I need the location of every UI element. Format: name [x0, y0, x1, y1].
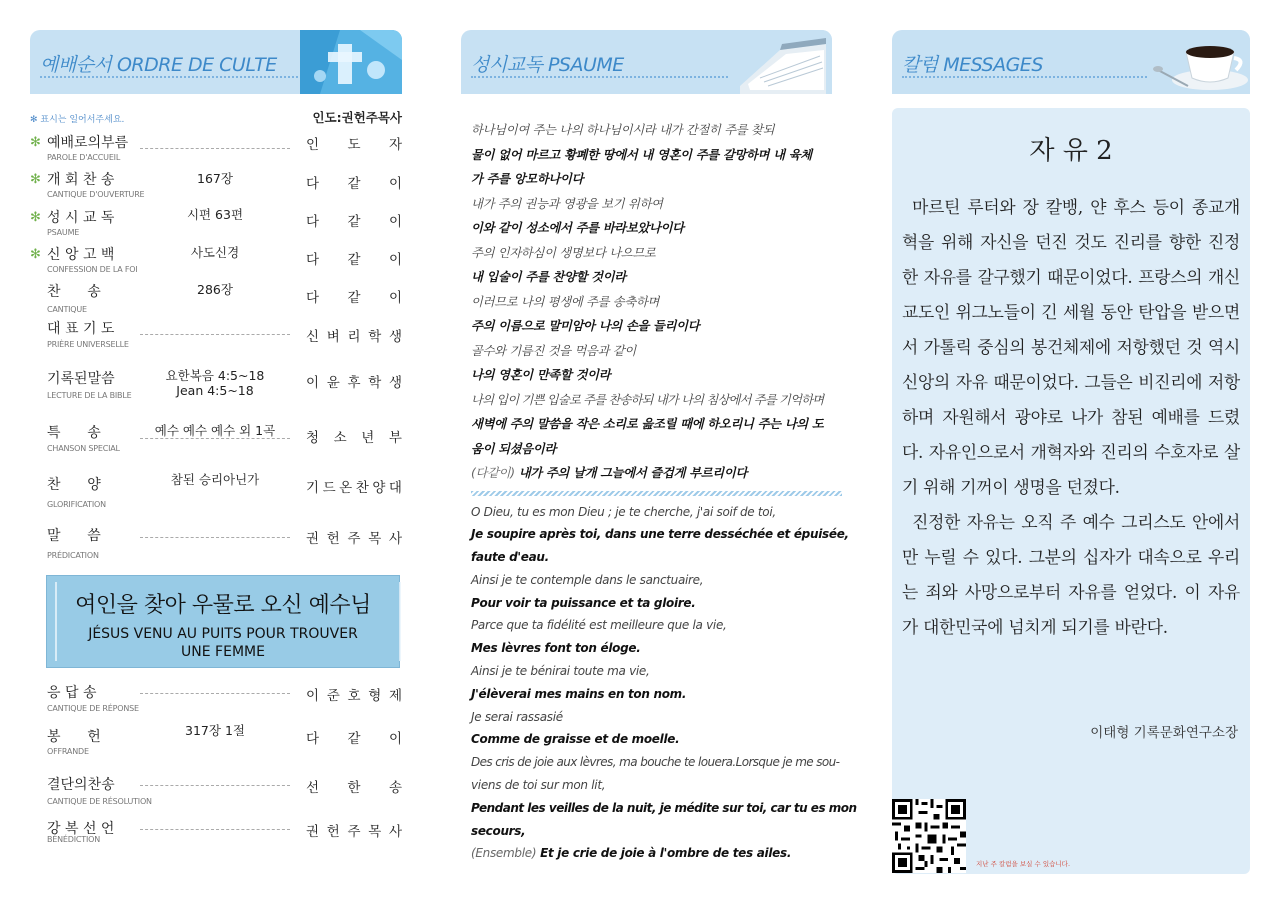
psalm-fr-line: Comme de graisse et de moelle. [471, 732, 680, 747]
psalm-header-title: 성시교독 PSAUME [471, 54, 624, 76]
qr-note: 지난 주 칼럼을 보실 수 있습니다. [976, 860, 1071, 868]
psalm-ko-line: 나의 입이 기쁜 입술로 주를 찬송하되 내가 나의 침상에서 주를 기억하며 [471, 392, 824, 407]
order-item-hymn: 찬 송 CANTIQUE 286장 다 같 이 [47, 282, 402, 314]
order-item-resolution-hymn: 결단의찬송 CANTIQUE DE RÉSOLUTION 선 한 송 [47, 777, 402, 806]
psalm-fr-line: J'élèverai mes mains en ton nom. [471, 686, 687, 701]
column-box [892, 108, 1250, 874]
worship-leader: 인도:권헌주목사 [312, 110, 402, 125]
order-item-benediction: 강 복 선 언 BÉNÉDICTION 권 헌 주 목 사 [47, 821, 402, 844]
psalm-fr-line: Pendant les veilles de la nuit, je médite sur toi, car tu es mon [471, 800, 857, 815]
order-item-special-song: 특 송 CHANSON SPECIAL 예수 예수 예수 외 1곡 청 소 년 부 [47, 423, 402, 453]
header-dotted-line [471, 76, 740, 78]
psalm-divider [471, 491, 842, 496]
psalm-fr-line: Je serai rassasié [471, 709, 563, 724]
stand-star-icon: ✻ [30, 172, 41, 187]
psalm-ko-line: 하나님이여 주는 나의 하나님이시라 내가 간절히 주를 찾되 [471, 123, 775, 137]
order-header [30, 30, 402, 94]
psalm-ko-line: 물이 없어 마르고 황폐한 땅에서 내 영혼이 주를 갈망하며 내 육체 [471, 147, 812, 162]
psalm-ko-line: 움이 되셨음이라 [471, 441, 557, 456]
sermon-title-korean: 여인을 찾아 우물로 오신 예수님 [75, 593, 371, 618]
psalm-fr-line: Parce que ta fidélité est meilleure que la vie, [471, 618, 727, 633]
psalm-fr-line: Ainsi je te bénirai toute ma vie, [471, 664, 650, 679]
psalm-ko-line: 가 주를 앙모하나이다 [471, 172, 584, 186]
psalm-fr-line: viens de toi sur mon lit, [471, 778, 606, 793]
psalm-fr-final: (Ensemble) Et je crie de joie à l'ombre de tes ailes. [471, 846, 792, 861]
psalm-fr-line: Des cris de joie aux lèvres, ma bouche te louera.Lorsque je me sou- [471, 755, 840, 770]
coffee-cup-icon [1148, 30, 1250, 94]
header-dotted-line [40, 76, 310, 78]
messages-header [892, 30, 1250, 94]
psalm-ko-line: 내가 주의 권능과 영광을 보기 위하여 [471, 196, 663, 211]
column-body [902, 190, 1240, 645]
psalm-ko-line: 주의 인자하심이 생명보다 나으므로 [471, 245, 656, 260]
psalm-fr-line: O Dieu, tu es mon Dieu ; je te cherche, j'ai soif de toi, [471, 504, 776, 519]
column-paragraph: 진정한 자유는 오직 주 예수 그리스도 안에서만 누릴 수 있다. 그분의 십자가 대속으로 우리는 죄와 사망으로부터 자유를 얻었다. 이 자유가 대한민국에 넘치게 되기를 바란다. [902, 512, 1240, 637]
qr-code-icon[interactable] [892, 798, 966, 874]
order-item-offering: 봉 헌 OFFRANDE 317장 1절 다 같 이 [47, 723, 402, 756]
psalm-text [471, 118, 857, 865]
stand-star-icon: ✻ [30, 135, 41, 150]
psalm-ko-final: (다같이) 내가 주의 날개 그늘에서 즐겁게 부르리이다 [471, 466, 748, 480]
psalm-column [461, 30, 857, 861]
order-item-response-song: 응 답 송 CANTIQUE DE RÉPONSE 이 준 호 형 제 [47, 685, 402, 713]
column-author: 이태형 기록문화연구소장 [1090, 725, 1238, 741]
psalm-ko-line: 내 입술이 주를 찬양할 것이라 [471, 270, 626, 284]
header-dotted-line [902, 76, 1158, 78]
psalm-fr-line: Je soupire après toi, dans une terre desséchée et épuisée, [471, 527, 849, 542]
order-item-sermon: 말 씀 PRÉDICATION 권 헌 주 목 사 [47, 528, 402, 560]
psalm-fr-line: Ainsi je te contemple dans le sanctuaire, [471, 572, 704, 587]
open-book-icon [730, 30, 832, 94]
order-item-confession: ✻ 신 앙 고 백 CONFESSION DE LA FOI 사도신경 다 같 이 [30, 245, 402, 274]
psalm-fr-line: Mes lèvres font ton éloge. [471, 641, 641, 656]
order-item-opening-hymn: ✻ 개 회 찬 송 CANTIQUE D'OUVERTURE 167장 다 같 이 [30, 171, 402, 199]
order-item-praise: 찬 양 GLORIFICATION 참된 승리아닌가 기 드 온 찬 양 대 [47, 472, 402, 509]
psalm-ko-line: 나의 영혼이 만족할 것이라 [471, 368, 611, 382]
psalm-header [461, 30, 832, 94]
messages-header-title: 칼럼 MESSAGES [902, 54, 1043, 76]
column-paragraph: 마르틴 루터와 장 칼뱅, 얀 후스 등이 종교개혁을 위해 자신을 던진 것도 진리를 향한 진정한 자유를 갈구했기 때문이었다. 프랑스의 개신교도인 위그노들이 긴 세월 동안 탄압을 받으면서 가톨릭 중심의 봉건체제에 저항했던 것 역시 신앙의 자유 때문이었다. 그들은 비진리에 저항하며 자원해서 광야로 나가 참된 예배를 드렸다. 자유인으로서 개혁자와 진리의 수호자로 살기 위해 기꺼이 생명을 던졌다. [902, 197, 1240, 497]
messages-column [892, 30, 1250, 868]
order-item-call-to-worship: ✻ 예배로의부름 PAROLE D'ACCUEIL 인 도 자 [30, 135, 402, 162]
psalm-fr-line: Pour voir ta puissance et ta gloire. [471, 595, 696, 610]
column-title: 자 유 2 [1029, 136, 1113, 166]
order-item-psalm: ✻ 성 시 교 독 PSAUME 시편 63편 다 같 이 [30, 207, 402, 237]
order-item-prayer: 대 표 기 도 PRIÈRE UNIVERSELLE 신 벼 리 학 생 [47, 321, 402, 349]
psalm-fr-line: faute d'eau. [471, 550, 549, 565]
sermon-title-french: JÉSUS VENU AU PUITS POUR TROUVER UNE FEMME [88, 626, 358, 660]
order-item-scripture: 기록된말씀 LECTURE DE LA BIBLE 요한복음 4:5~18 Jean 4:5~18 이 윤 후 학 생 [47, 368, 402, 400]
psalm-ko-line: 이와 같이 성소에서 주를 바라보았나이다 [471, 221, 684, 235]
stained-glass-cross-icon [300, 30, 402, 94]
order-column [30, 30, 402, 844]
stand-star-icon: ✻ [30, 247, 41, 262]
psalm-fr-line: secours, [471, 823, 526, 838]
psalm-ko-line: 새벽에 주의 말씀을 작은 소리로 읊조릴 때에 하오리니 주는 나의 도 [471, 417, 824, 431]
standing-note: ✻ 표시는 일어서주세요. [30, 115, 125, 125]
psalm-ko-line: 주의 이름으로 말미암아 나의 손을 들리이다 [471, 319, 700, 333]
psalm-ko-line: 이러므로 나의 평생에 주를 송축하며 [471, 294, 660, 309]
psalm-ko-line: 골수와 기름진 것을 먹음과 같이 [471, 343, 636, 358]
sermon-title-banner [46, 575, 400, 668]
order-header-title: 예배순서 ORDRE DE CULTE [40, 54, 277, 76]
stand-star-icon: ✻ [30, 210, 41, 225]
